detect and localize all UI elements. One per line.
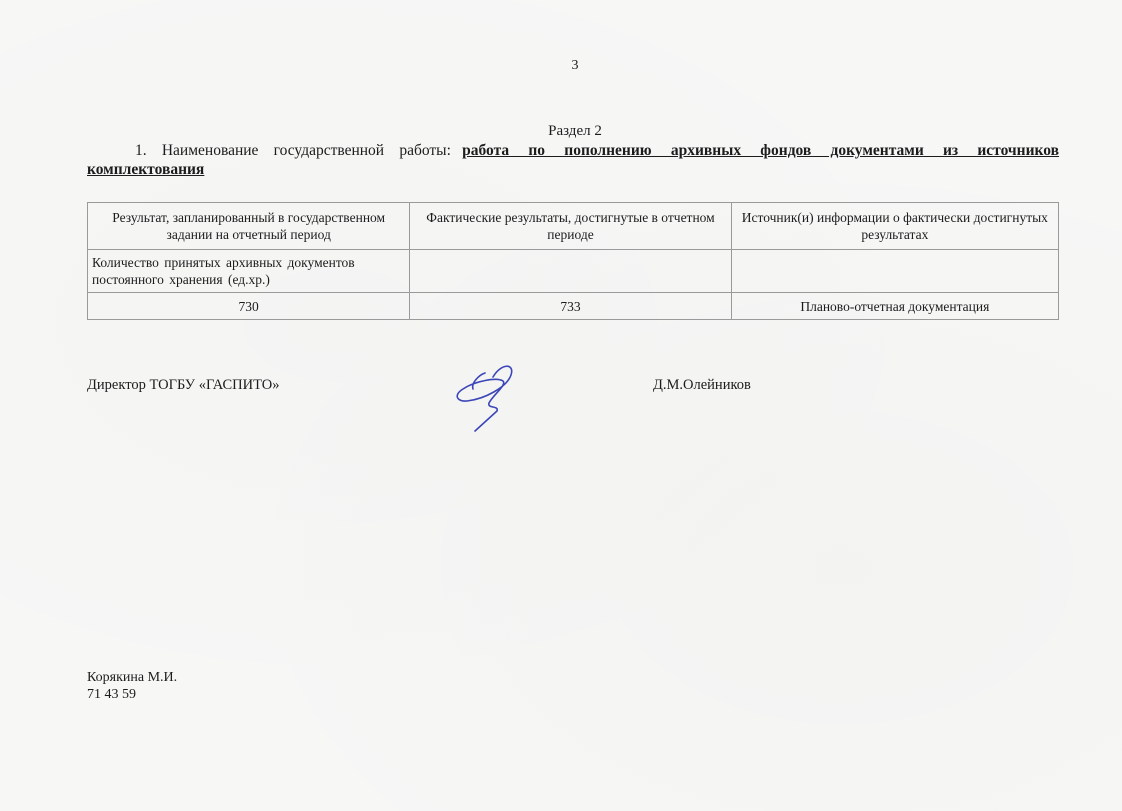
actual-value: 733 [410,293,731,320]
header-information-source: Источник(и) информации о фактически достигнутых результатах [731,203,1058,250]
handwritten-signature-icon [445,355,525,435]
table-header-row [88,203,1059,250]
header-planned-result: Результат, запланированный в государственном задании на отчетный период [88,203,410,250]
planned-value: 730 [88,293,410,320]
executor-block [87,669,177,703]
signer-name: Д.М.Олейников [653,377,751,393]
section-title: Раздел 2 [548,123,602,139]
page-number: 3 [571,58,579,73]
results-table [87,202,1059,320]
work-name-lead: 1. Наименование государственной работы: [135,142,451,159]
work-name-paragraph [87,141,1059,179]
indicator-label: Количество принятых архивных документов постоянного хранения (ед.хр.) [88,250,410,293]
indicator-col3 [731,250,1058,293]
indicator-col2 [410,250,731,293]
source-value: Планово-отчетная документация [731,293,1058,320]
work-name-value: работа по пополнению архивных фондов документами из источников комплектования [87,142,1059,178]
executor-phone: 71 43 59 [87,687,136,702]
table-row [88,250,1059,293]
executor-name: Корякина М.И. [87,670,178,685]
table-row [88,293,1059,320]
header-actual-result: Фактические результаты, достигнутые в отчетном периоде [410,203,731,250]
signer-position: Директор ТОГБУ «ГАСПИТО» [87,377,280,393]
